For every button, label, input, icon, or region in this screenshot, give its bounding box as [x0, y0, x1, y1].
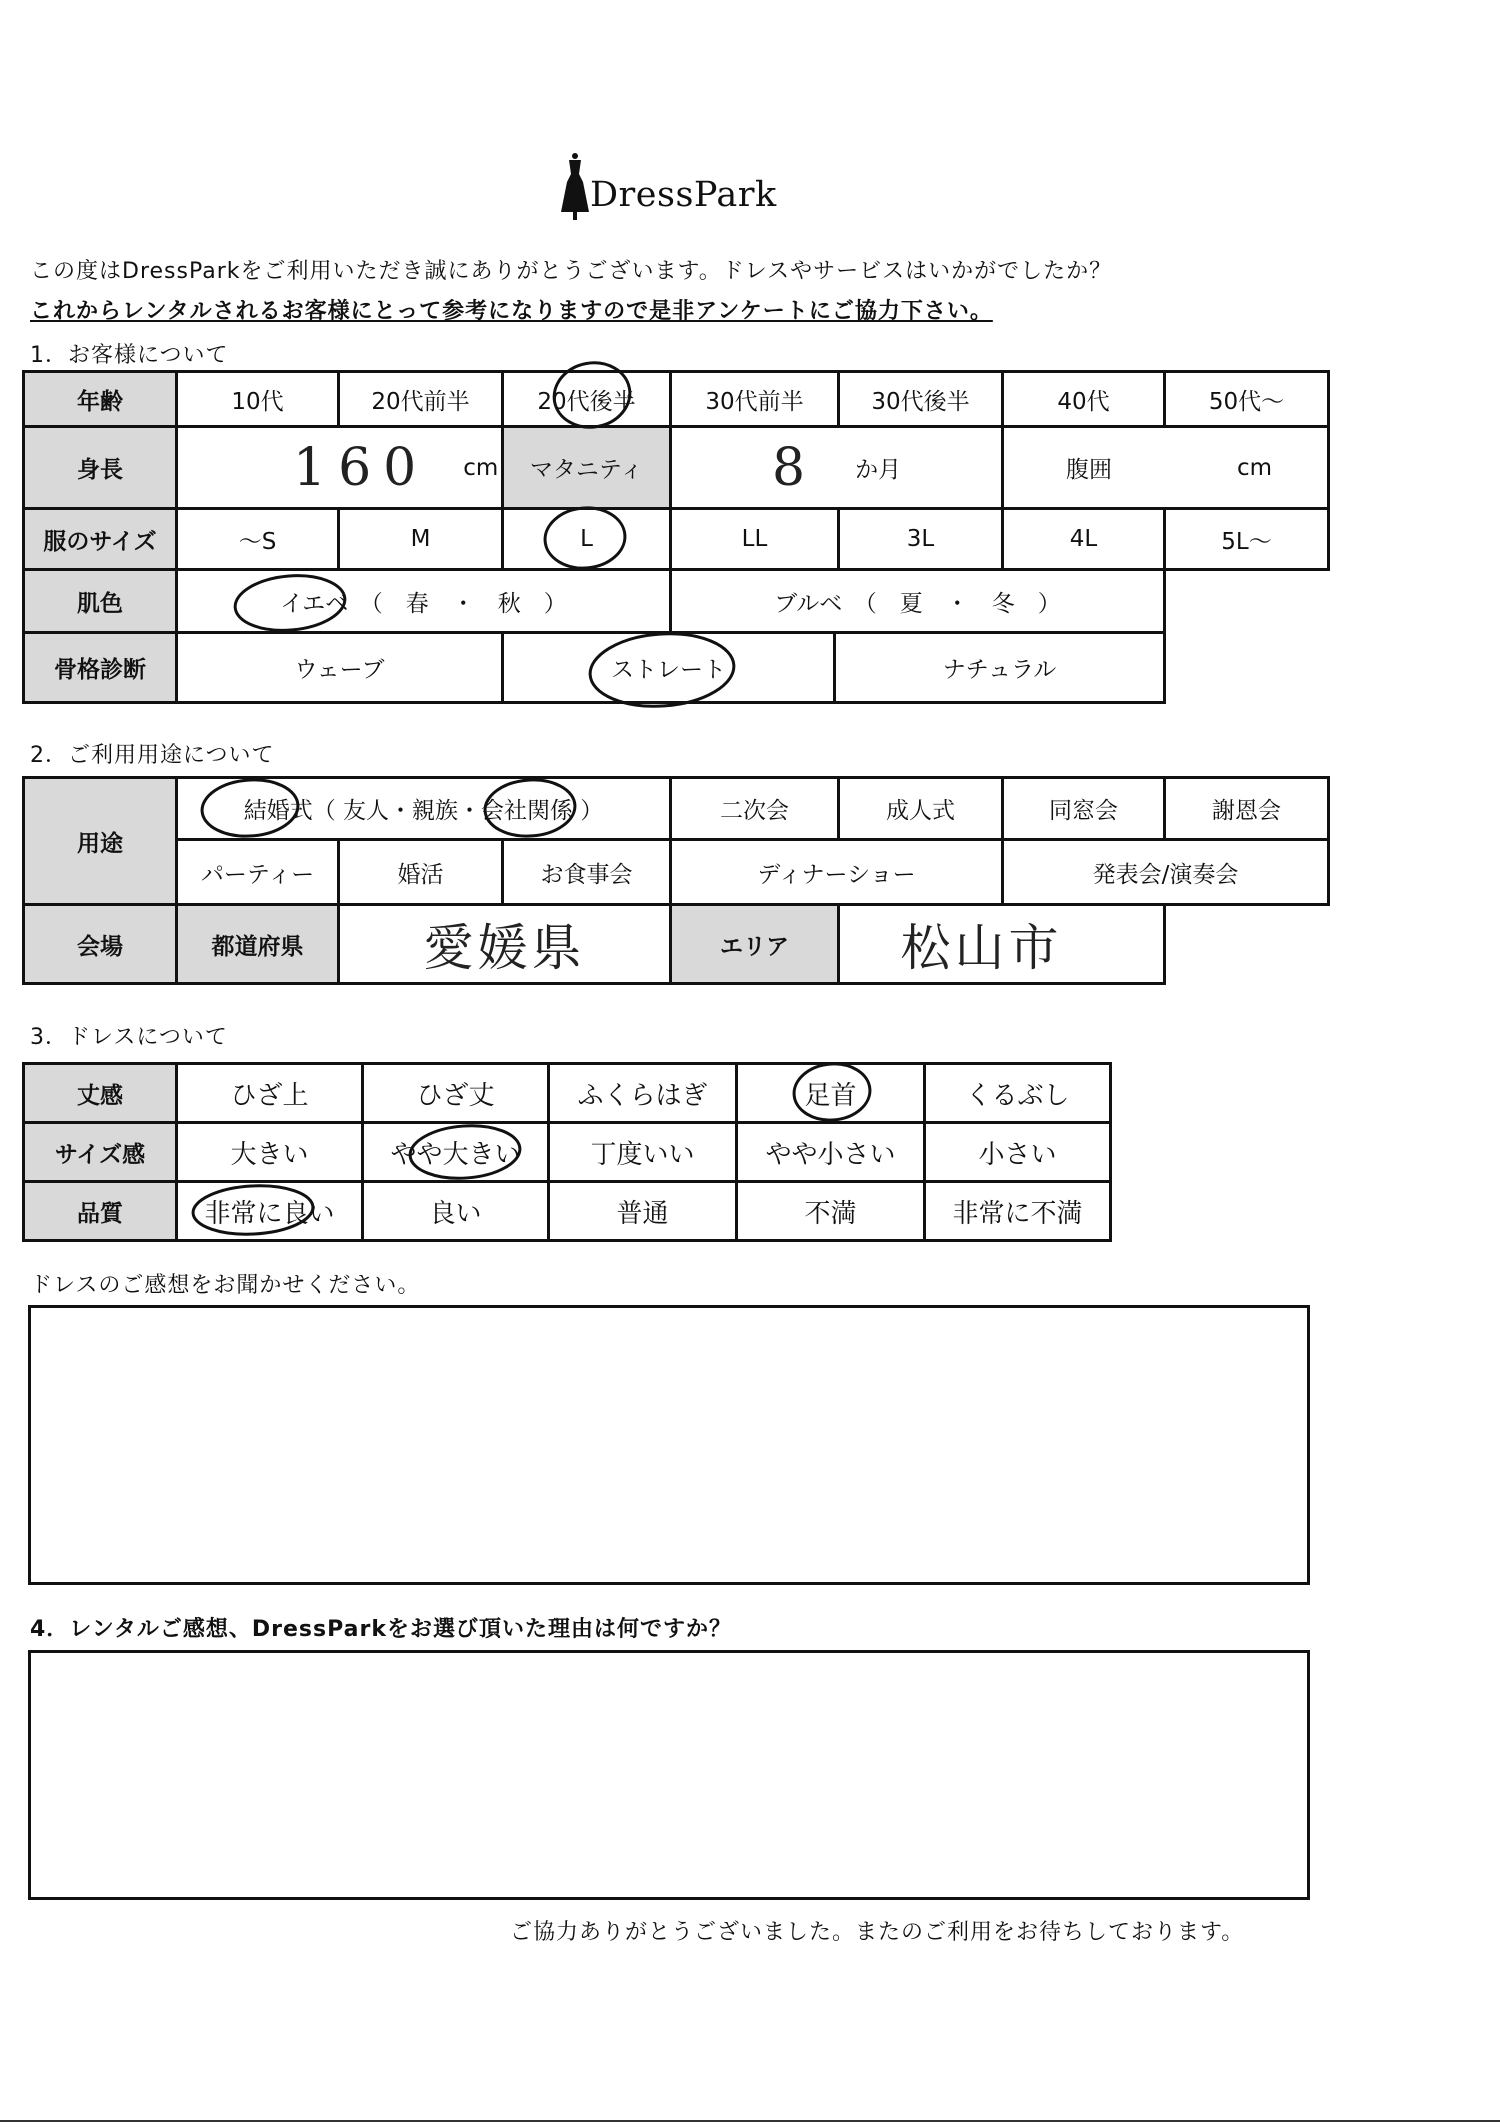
age-option[interactable]: 30代後半 — [837, 370, 1004, 428]
fit-option[interactable]: やや大きい — [361, 1121, 550, 1183]
size-option[interactable]: 5L〜 — [1163, 507, 1330, 571]
prefecture-field[interactable] — [337, 903, 672, 985]
size-option[interactable]: M — [337, 507, 504, 571]
length-option[interactable]: 足首 — [735, 1062, 926, 1124]
waist-field[interactable] — [1001, 425, 1330, 510]
venue-label: 会場 — [22, 903, 178, 985]
prefecture-value: 愛媛県 — [423, 919, 586, 977]
scan-edge-line — [0, 2120, 1500, 2122]
length-option[interactable]: くるぶし — [923, 1062, 1112, 1124]
area-field[interactable] — [837, 903, 1166, 985]
skin-option-blue[interactable]: ブルベ （ 夏 ・ 冬 ） — [669, 568, 1166, 634]
purpose-option[interactable]: ディナーショー — [669, 838, 1004, 906]
fit-option[interactable]: 丁度いい — [547, 1121, 738, 1183]
purpose-option[interactable]: 同窓会 — [1001, 776, 1166, 841]
purpose-option-wedding[interactable]: 結婚式（ 友人・親族・会社関係 ） — [175, 776, 672, 841]
size-option[interactable]: 3L — [837, 507, 1004, 571]
age-option[interactable]: 20代前半 — [337, 370, 504, 428]
skin-option-yellow[interactable]: イエベ （ 春 ・ 秋 ） — [175, 568, 672, 634]
purpose-option[interactable]: 成人式 — [837, 776, 1004, 841]
age-option[interactable]: 10代 — [175, 370, 340, 428]
skeleton-label: 骨格診断 — [22, 631, 178, 704]
age-option[interactable]: 20代後半 — [501, 370, 672, 428]
fit-option[interactable]: 大きい — [175, 1121, 364, 1183]
thanks-text: ご協力ありがとうございました。またのご利用をお待ちしております。 — [510, 1920, 1245, 1945]
prefecture-label: 都道府県 — [175, 903, 340, 985]
age-option[interactable]: 30代前半 — [669, 370, 840, 428]
logo-text: DressPark — [590, 175, 777, 215]
quality-option[interactable]: 不満 — [735, 1180, 926, 1242]
maternity-unit: か月 — [855, 457, 902, 483]
impression-textarea[interactable] — [28, 1305, 1310, 1585]
purpose-option[interactable]: 謝恩会 — [1163, 776, 1330, 841]
size-option[interactable]: L — [501, 507, 672, 571]
purpose-option[interactable]: お食事会 — [501, 838, 672, 906]
size-label: 服のサイズ — [22, 507, 178, 571]
section1-title: 1．お客様について — [30, 343, 229, 368]
skeleton-option[interactable]: ウェーブ — [175, 631, 504, 704]
area-label: エリア — [669, 903, 840, 985]
size-option[interactable]: 〜S — [175, 507, 340, 571]
maternity-field[interactable] — [669, 425, 1004, 510]
dress-icon — [555, 152, 595, 222]
height-field[interactable] — [175, 425, 504, 510]
height-value: 160 — [293, 437, 429, 498]
waist-label: 腹囲 — [1066, 457, 1112, 483]
fit-option[interactable]: 小さい — [923, 1121, 1112, 1183]
age-option[interactable]: 40代 — [1001, 370, 1166, 428]
section3-title: 3．ドレスについて — [30, 1025, 228, 1050]
reason-textarea[interactable] — [28, 1650, 1310, 1900]
purpose-option[interactable]: パーティー — [175, 838, 340, 906]
length-option[interactable]: ひざ上 — [175, 1062, 364, 1124]
height-label: 身長 — [22, 425, 178, 510]
skin-label: 肌色 — [22, 568, 178, 634]
intro-request: これからレンタルされるお客様にとって参考になりますので是非アンケートにご協力下さい。 — [30, 299, 993, 324]
skeleton-option[interactable]: ナチュラル — [833, 631, 1166, 704]
size-option[interactable]: 4L — [1001, 507, 1166, 571]
age-option[interactable]: 50代〜 — [1163, 370, 1330, 428]
purpose-option[interactable]: 発表会/演奏会 — [1001, 838, 1330, 906]
quality-option[interactable]: 良い — [361, 1180, 550, 1242]
purpose-option[interactable]: 婚活 — [337, 838, 504, 906]
skeleton-option[interactable]: ストレート — [501, 631, 836, 704]
fit-label: サイズ感 — [22, 1121, 178, 1183]
intro-text: この度はDressParkをご利用いただき誠にありがとうございます。ドレスやサービスはいかがでしたか？ — [30, 259, 1113, 284]
fit-option[interactable]: やや小さい — [735, 1121, 926, 1183]
purpose-option[interactable]: 二次会 — [669, 776, 840, 841]
length-label: 丈感 — [22, 1062, 178, 1124]
quality-option[interactable]: 非常に良い — [175, 1180, 364, 1242]
area-value: 松山市 — [900, 919, 1063, 977]
purpose-label: 用途 — [22, 776, 178, 906]
length-option[interactable]: ふくらはぎ — [547, 1062, 738, 1124]
maternity-label: マタニティ — [501, 425, 672, 510]
impression-prompt: ドレスのご感想をお聞かせください。 — [30, 1273, 421, 1298]
height-unit: cm — [463, 454, 499, 481]
age-label: 年齢 — [22, 370, 178, 428]
quality-option[interactable]: 非常に不満 — [923, 1180, 1112, 1242]
length-option[interactable]: ひざ丈 — [361, 1062, 550, 1124]
quality-label: 品質 — [22, 1180, 178, 1242]
maternity-value: 8 — [772, 437, 806, 498]
waist-unit: cm — [1237, 454, 1273, 481]
section4-title: 4．レンタルご感想、DressParkをお選び頂いた理由は何ですか？ — [30, 1617, 732, 1642]
section2-title: 2．ご利用用途について — [30, 743, 275, 768]
quality-option[interactable]: 普通 — [547, 1180, 738, 1242]
size-option[interactable]: LL — [669, 507, 840, 571]
